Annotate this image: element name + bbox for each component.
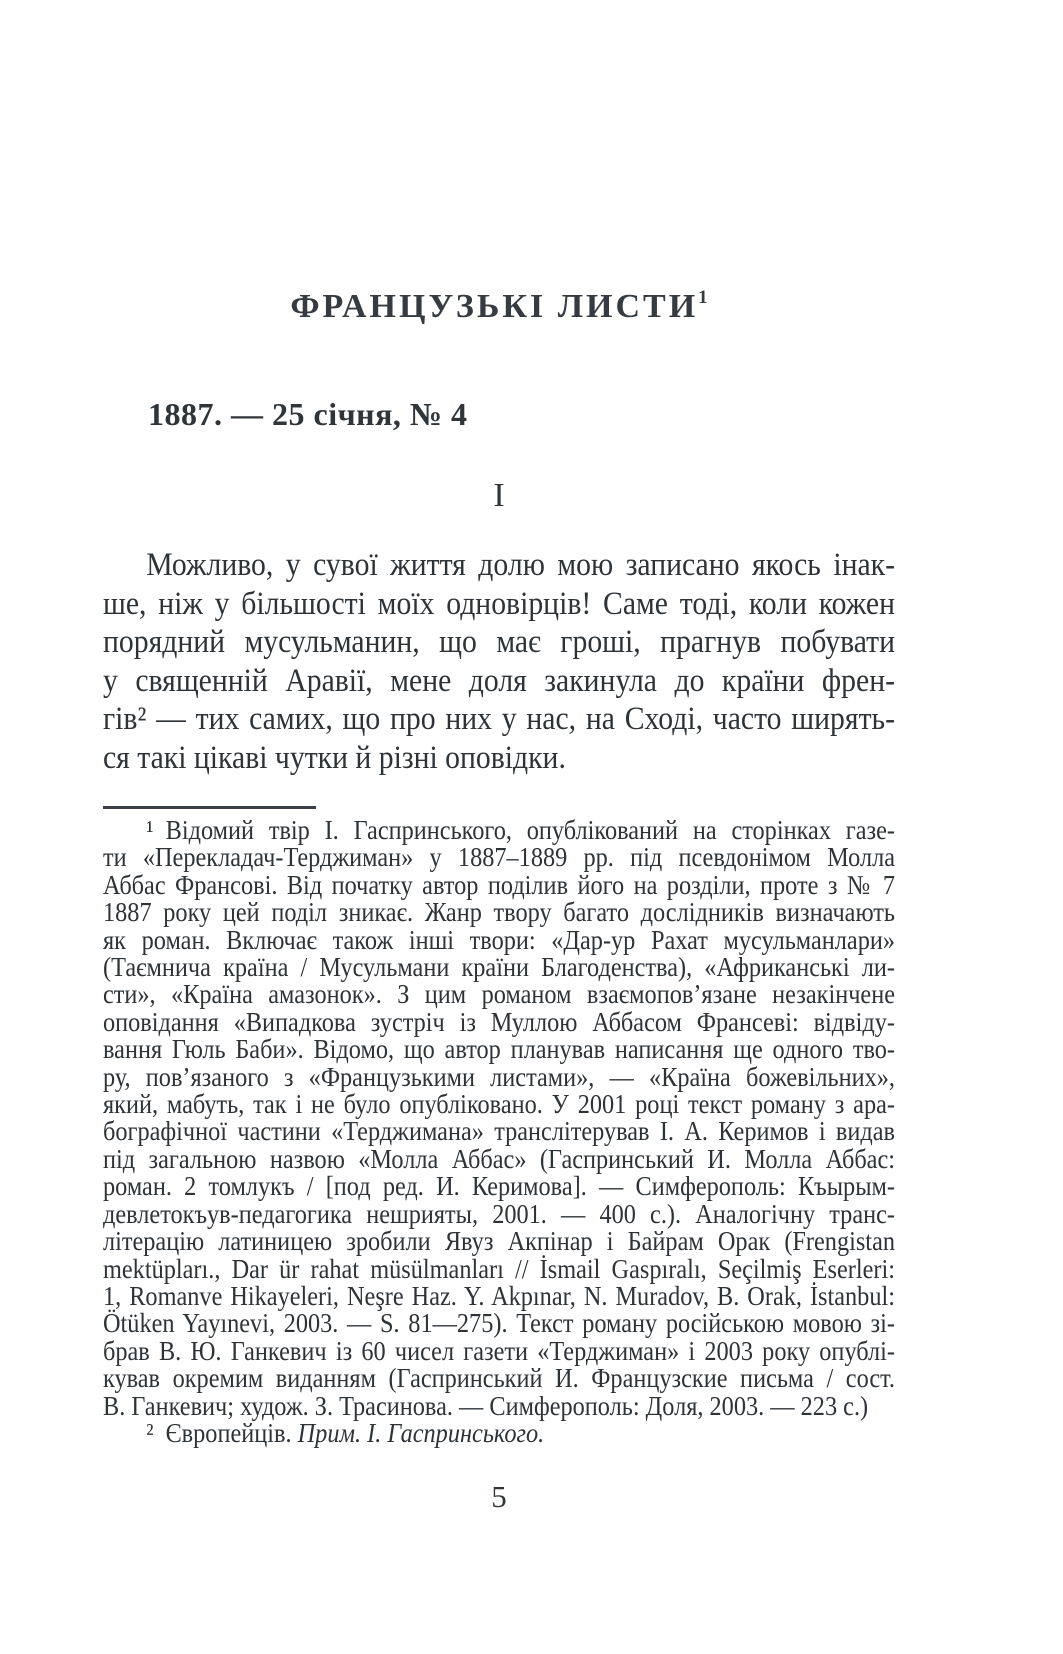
section-numeral: I: [493, 477, 505, 514]
text-line: як роман. Включає також інші твори: «Дар-ур Рахат мусульманлари»: [103, 924, 895, 955]
text-line: Аббас Франсові. Від початку автор поділив його на розділи, проте з № 7: [103, 869, 895, 900]
text-line: ти «Перекладач-Терджиман» у 1887–1889 рр. під псевдонімом Молла: [103, 842, 895, 873]
footnote-2-italic-text: Прим. І. Гаспринського.: [297, 1417, 545, 1448]
page-title-text: ФРАНЦУЗЬКІ ЛИСТИ: [290, 288, 699, 325]
text-line: ¹ Відомий твір І. Гаспринського, опублікований на сторінках газе-: [146, 815, 895, 845]
text-line: mektüpları., Dar ür rahat müsülmanları // İsmail Gaspıralı, Seçilmiş Eserleri:: [103, 1253, 895, 1284]
text-line: ру, пов’язаного з «Французькими листами», — «Країна божевільних»,: [103, 1061, 895, 1092]
text-line: який, мабуть, так і не було опубліковано. У 2001 році текст роману з ара-: [103, 1089, 895, 1120]
text-line: девлетокъув-педагогика нешрияты, 2001. — 400 с.). Аналогічну транс-: [103, 1198, 895, 1229]
text-line: В. Ганкевич; худож. З. Трасинова. — Симферополь: Доля, 2003. — 223 с.): [103, 1390, 869, 1421]
footnotes-block: [103, 817, 895, 1447]
text-line: оповідання «Випадкова зустріч із Муллою Аббасом Франсеві: відвіду-: [103, 1006, 895, 1037]
text-line: гів² — тих самих, що про них у нас, на Сході, часто ширять-: [103, 701, 895, 737]
page-number: 5: [491, 1479, 507, 1514]
text-line: у священній Аравії, мене доля закинула до країни френ-: [103, 662, 895, 699]
page-title: [103, 288, 895, 326]
text-line: (Таємнича країна / Мусульмани країни Благоденства), «Африканські ли-: [103, 952, 895, 983]
text-line: брав В. Ю. Ганкевич із 60 чисел газети «Терджиман» і 2003 року опублі-: [103, 1335, 895, 1366]
text-line: роман. 2 томлукъ / [под ред. И. Керимова]. — Симферополь: Къырым-: [103, 1171, 895, 1202]
footnote-1: [103, 817, 895, 1420]
footnote-2-text: ² Європейців.: [146, 1417, 298, 1448]
footnote-rule: [103, 806, 316, 809]
text-line: вання Гюль Баби». Відомо, що автор планував написання ще одного тво-: [103, 1034, 895, 1065]
footnote-2: [103, 1417, 895, 1448]
text-line: бографічної частини «Терджимана» транслітерував І. А. Керимов і видав: [103, 1116, 895, 1147]
date-heading: 1887. — 25 січня, № 4: [148, 396, 468, 432]
text-line: 1, Romanve Hikayeleri, Neşre Haz. Y. Akpınar, N. Muradov, B. Orak, İstanbul:: [103, 1280, 895, 1311]
text-line: сти», «Країна амазонок». З цим романом взаємопов’язане незакінчене: [103, 979, 895, 1010]
text-line: порядний мусульманин, що має гроші, прагнув побувати: [103, 624, 895, 660]
text-line: під загальною назвою «Молла Аббас» (Гаспринський И. Молла Аббас:: [103, 1143, 895, 1174]
text-line: ся такі цікаві чутки й різні оповідки.: [103, 739, 566, 776]
body-paragraph: [103, 546, 895, 777]
text-line: літерацію латиницею зробили Явуз Акпінар і Байрам Орак (Frengistan: [103, 1226, 895, 1257]
title-footnote-reference: 1: [698, 286, 708, 308]
text-line: Ötüken Yayınevi, 2003. — S. 81—275). Текст роману російською мовою зі-: [103, 1308, 895, 1339]
text-line: Можливо, у сувої життя долю мою записано якось інак-: [146, 547, 895, 583]
text-line: кував окремим виданням (Гаспринський И. Французские письма / сост.: [103, 1363, 895, 1394]
text-line: 1887 року цей поділ зникає. Жанр твору багато дослідників визначають: [103, 897, 895, 928]
text-line: ше, ніж у більшості моїх одновірців! Саме тоді, коли кожен: [103, 585, 895, 622]
